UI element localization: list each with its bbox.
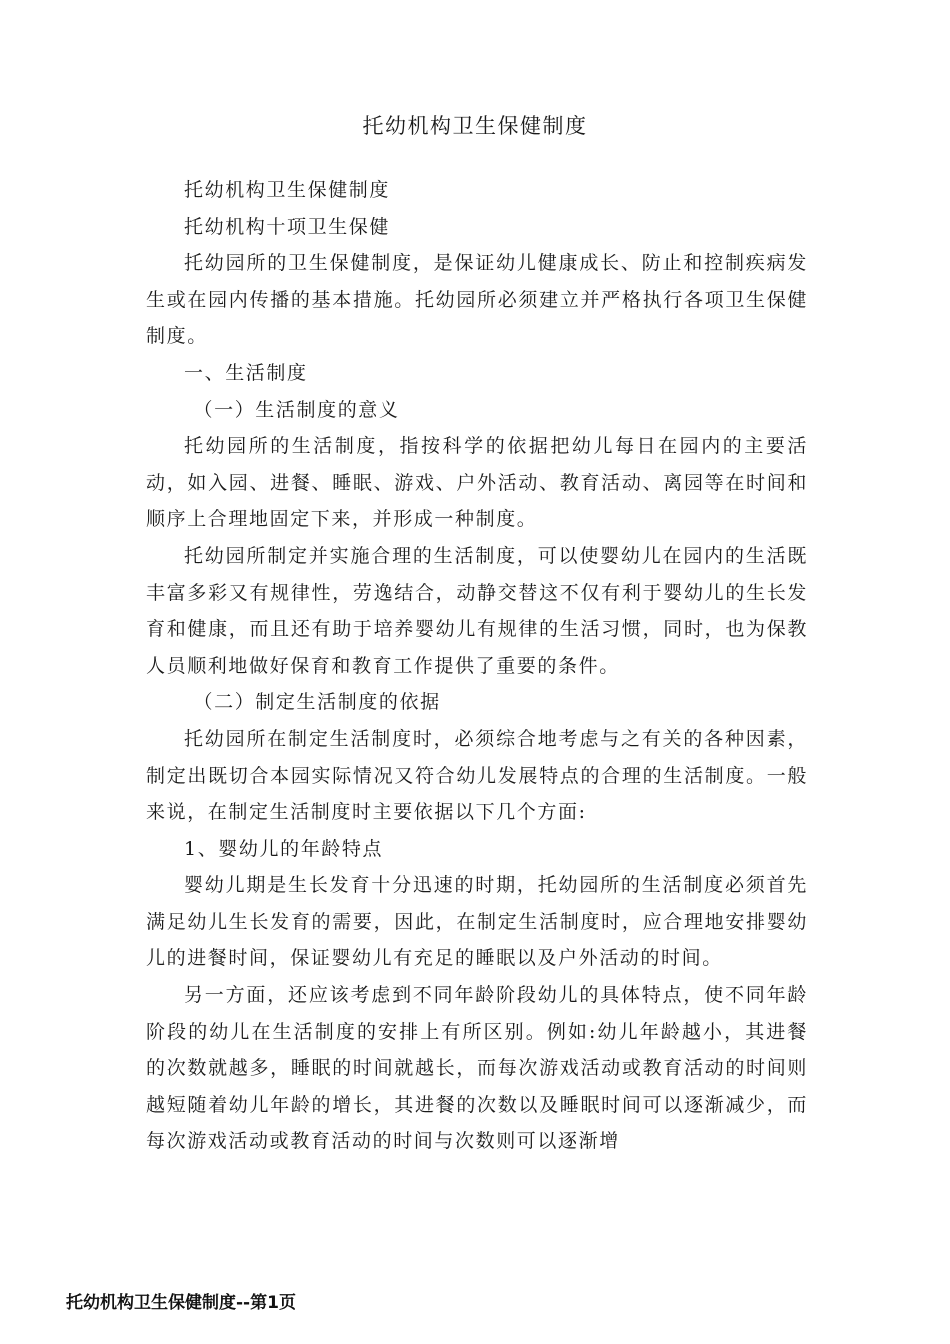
document-body (146, 172, 808, 1160)
subsection-heading-meaning: （一）生活制度的意义 (193, 398, 400, 421)
paragraph-growth-needs: 婴幼儿期是生长发育十分迅速的时期，托幼园所的生活制度必须首先满足幼儿生长发育的需要，因此，在制定生活制度时，应合理地安排婴幼儿的进餐时间，保证婴幼儿有充足的睡眠以及户外活动的时间。 (146, 874, 808, 970)
paragraph-heading-title: 托幼机构卫生保健制度 (184, 179, 391, 201)
section-heading-life-system: 一、生活制度 (184, 361, 308, 384)
paragraph-intro: 托幼园所的卫生保健制度，是保证幼儿健康成长、防止和控制疾病发生或在园内传播的基本措施。托幼园所必须建立并严格执行各项卫生保健制度。 (146, 252, 808, 348)
paragraph-age-differences: 另一方面，还应该考虑到不同年龄阶段幼儿的具体特点，使不同年龄阶段的幼儿在生活制度的安排上有所区别。例如:幼儿年龄越小，其进餐的次数就越多，睡眠的时间就越长，而每次游戏活动或教育活动的时间则越短随着幼儿年龄的增长，其进餐的次数以及睡眠时间可以逐渐减少，而每次游戏活动或教育活动的时间与次数则可以逐渐增 (146, 984, 808, 1153)
list-heading-age-characteristics: 1、婴幼儿的年龄特点 (184, 837, 384, 860)
paragraph-basis-intro: 托幼园所在制定生活制度时，必须综合地考虑与之有关的各种因素，制定出既切合本园实际情况又符合幼儿发展特点的合理的生活制度。一般来说，在制定生活制度时主要依据以下几个方面: (146, 727, 808, 824)
subsection-heading-basis: （二）制定生活制度的依据 (193, 691, 441, 714)
paragraph-life-system-benefits: 托幼园所制定并实施合理的生活制度，可以使婴幼儿在园内的生活既丰富多彩又有规律性，劳逸结合，动静交替这不仅有利于婴幼儿的生长发育和健康，而且还有助于培养婴幼儿有规律的生活习惯，同时，也为保教人员顺利地做好保育和教育工作提供了重要的条件。 (146, 544, 808, 677)
paragraph-heading-ten-items: 托幼机构十项卫生保健 (184, 215, 391, 238)
document-title: 托幼机构卫生保健制度 (362, 114, 588, 138)
paragraph-life-system-definition: 托幼园所的生活制度，指按科学的依据把幼儿每日在园内的主要活动，如入园、进餐、睡眠、游戏、户外活动、教育活动、离园等在时间和顺序上合理地固定下来，并形成一种制度。 (146, 435, 808, 531)
page-footer: 托幼机构卫生保健制度--第1页 (66, 1293, 296, 1313)
